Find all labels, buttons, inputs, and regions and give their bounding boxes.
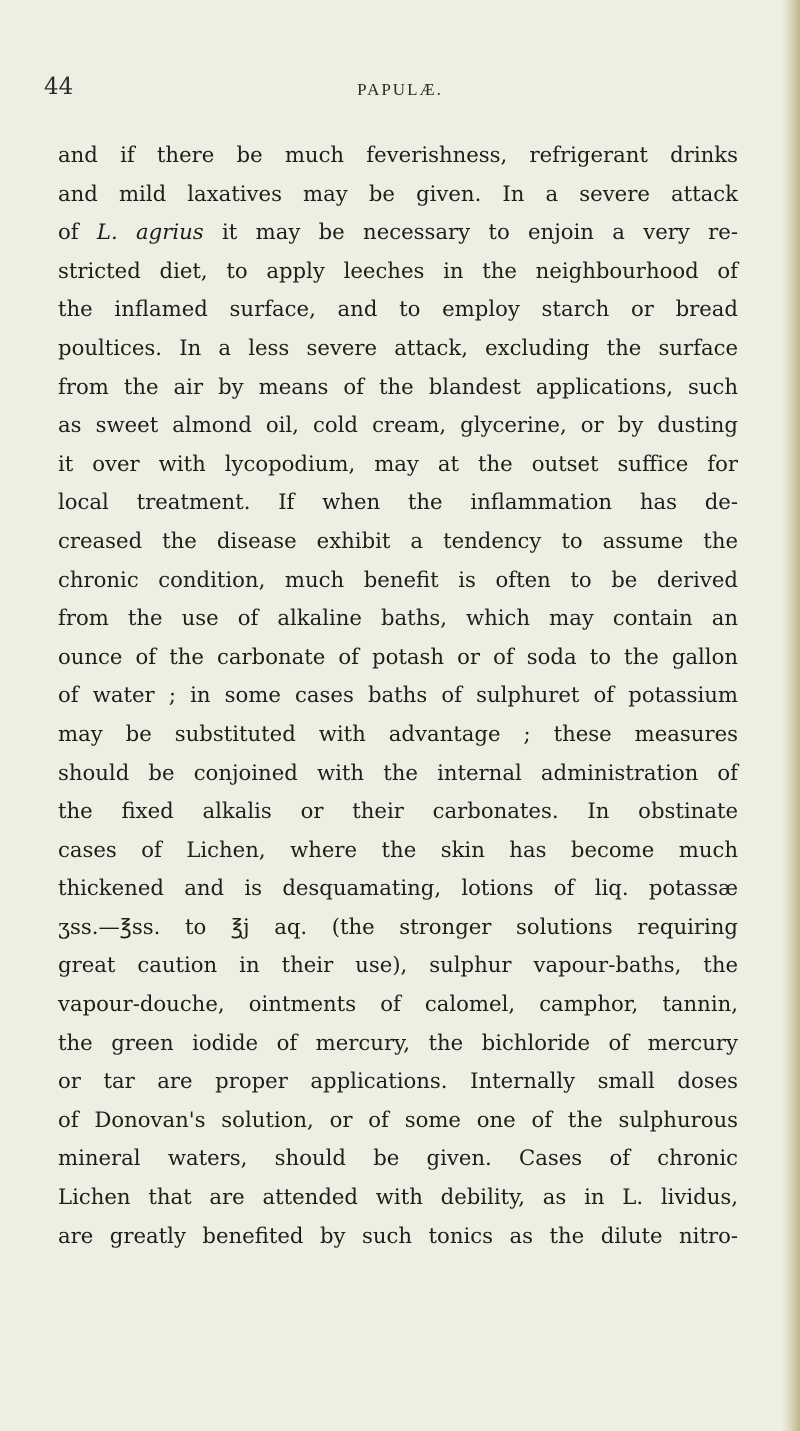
italic-term: L. agrius (96, 219, 204, 245)
text-line: local treatment. If when the inflammation has de- (58, 489, 738, 515)
text-line: may be substituted with advantage ; these measures (58, 720, 738, 746)
text-line: cases of Lichen, where the skin has become much (58, 836, 738, 862)
text-line: chronic condition, much benefit is often to be derived (58, 566, 738, 592)
body-paragraph (58, 136, 738, 1255)
text-line: the fixed alkalis or their carbonates. In obstinate (58, 798, 738, 824)
text-line: and mild laxatives may be given. In a severe attack (58, 180, 738, 206)
text-line: the green iodide of mercury, the bichloride of mercury (58, 1029, 738, 1055)
page-number: 44 (44, 74, 74, 100)
running-title: PAPULÆ. (357, 80, 443, 99)
text-line: from the air by means of the blandest applications, such (58, 373, 738, 399)
text-fragment: it may be necessary to enjoin a very re- (203, 219, 738, 245)
text-line: from the use of alkaline baths, which may contain an (58, 605, 738, 631)
text-line (58, 213, 738, 252)
text-line: of Donovan's solution, or of some one of the sulphurous (58, 1106, 738, 1132)
text-line: mineral waters, should be given. Cases of chronic (58, 1145, 738, 1171)
text-line: of water ; in some cases baths of sulphuret of potassium (58, 682, 738, 708)
text-line: stricted diet, to apply leeches in the neighbourhood of (58, 257, 738, 283)
text-line: as sweet almond oil, cold cream, glycerine, or by dusting (58, 412, 738, 438)
text-line: or tar are proper applications. Internally small doses (58, 1068, 738, 1094)
text-line: the inflamed surface, and to employ starch or bread (58, 296, 738, 322)
text-line: are greatly benefited by such tonics as the dilute nitro- (58, 1222, 738, 1248)
text-line: thickened and is desquamating, lotions of liq. potassæ (58, 875, 738, 901)
text-line: it over with lycopodium, may at the outset suffice for (58, 450, 738, 476)
text-fragment: of (58, 219, 97, 245)
text-line: should be conjoined with the internal administration of (58, 759, 738, 785)
text-line: and if there be much feverishness, refrigerant drinks (58, 142, 738, 167)
text-line: ʒss.—℥ss. to ℥j aq. (the stronger solutions requiring (58, 913, 738, 939)
text-line: great caution in their use), sulphur vapour-baths, the (58, 952, 738, 978)
text-line: creased the disease exhibit a tendency to assume the (58, 527, 738, 553)
text-line: poultices. In a less severe attack, excluding the surface (58, 334, 738, 360)
text-line: vapour-douche, ointments of calomel, camphor, tannin, (58, 991, 738, 1017)
text-line: Lichen that are attended with debility, as in L. lividus, (58, 1184, 738, 1210)
text-line: ounce of the carbonate of potash or of soda to the gallon (58, 643, 738, 669)
page-edge (782, 0, 800, 1431)
